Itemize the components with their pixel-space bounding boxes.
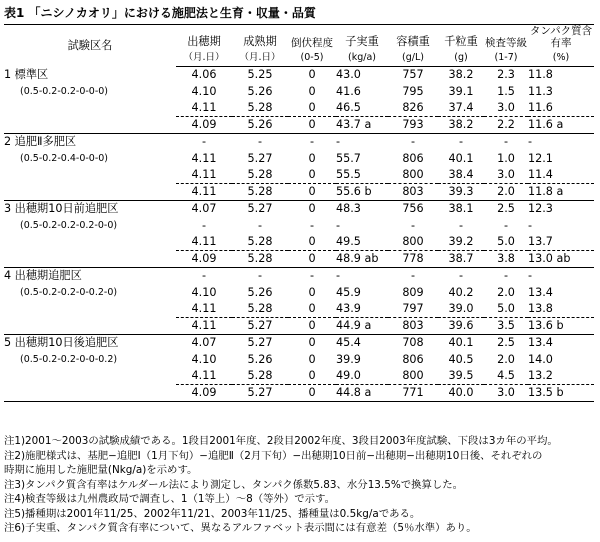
cell-maturity-date: 5.26 (247, 352, 273, 366)
cell-inspection-grade: 5.0 (497, 302, 515, 315)
cell-grain-yield: 39.9 (336, 352, 361, 366)
cell-heading-date: 4.11 (191, 302, 217, 315)
cell-thousand-grain-weight: - (458, 269, 464, 282)
empty-cell (4, 167, 176, 184)
cell-protein-content: 13.6 b (528, 318, 594, 335)
empty-cell (4, 251, 176, 268)
empty-cell (4, 234, 176, 251)
header-inspection-grade: 検査等級 (485, 37, 527, 49)
table-row (4, 83, 594, 100)
cell-inspection-grade: - (503, 218, 509, 232)
fertilization-scheme (4, 217, 176, 234)
cell-grain-yield: 45.9 (336, 285, 361, 299)
cell-volume-weight: 771 (388, 385, 438, 402)
cell-maturity-date: 5.27 (232, 318, 288, 335)
fertilization-scheme-text: (0.5-0.2-0.2-0-0-0.2) (20, 354, 118, 365)
cell-inspection-grade: 3.8 (484, 251, 528, 268)
footnote: 注4)検査等級は九州農政局で調査し、1（1等上）～8（等外）で示す。 (4, 493, 335, 505)
table-row (4, 268, 594, 285)
cell-volume-weight: 793 (388, 117, 438, 134)
cell-protein-content: 11.8 (528, 68, 553, 81)
cell-thousand-grain-weight: 37.4 (448, 101, 474, 114)
fertilization-scheme (4, 150, 176, 167)
cell-protein-content: 13.5 b (528, 385, 594, 402)
cell-maturity-date: 5.28 (232, 184, 288, 201)
cell-grain-yield: 49.5 (336, 235, 361, 248)
cell-grain-yield: 43.7 a (336, 117, 388, 134)
cell-volume-weight: - (410, 269, 416, 282)
cell-maturity-date: - (257, 135, 263, 148)
fertilization-scheme (4, 83, 176, 100)
cell-volume-weight: 806 (402, 352, 424, 366)
cell-lodging: 0 (308, 101, 316, 114)
table-row (4, 201, 594, 218)
cell-protein-content: 14.0 (528, 352, 553, 366)
cell-protein-content: 13.4 (528, 336, 553, 349)
cell-lodging: 0 (308, 168, 316, 181)
empty-cell (4, 100, 176, 117)
cell-thousand-grain-weight: 38.1 (448, 202, 474, 215)
cell-maturity-date: 5.27 (232, 385, 288, 402)
cell-thousand-grain-weight: 38.2 (438, 117, 484, 134)
footnote: 時期に施用した施肥量(Nkg/a)を示めす。 (4, 464, 198, 476)
cell-grain-yield: 44.8 a (336, 385, 388, 402)
cell-inspection-grade: 4.5 (497, 369, 515, 382)
unit-lodging: (0-5) (288, 49, 336, 67)
cell-grain-yield: 43.9 (336, 302, 361, 315)
cell-maturity-date: - (257, 218, 263, 232)
unit-maturity-date: （月.日） (232, 49, 288, 67)
cell-protein-content: 11.4 (528, 168, 553, 181)
plot-name: 4 出穂期追肥区 (4, 269, 82, 282)
cell-protein-content: 11.6 a (528, 117, 594, 134)
unit-protein-content: (%) (528, 49, 594, 67)
cell-volume-weight: 803 (388, 318, 438, 335)
cell-inspection-grade: 2.5 (497, 336, 515, 349)
cell-lodging: 0 (308, 202, 316, 215)
fertilization-scheme (4, 351, 176, 368)
cell-protein-content: - (528, 269, 533, 282)
cell-inspection-grade: 2.0 (497, 285, 515, 299)
cell-lodging: 0 (308, 352, 316, 366)
table-row (4, 67, 594, 84)
cell-lodging: 0 (308, 151, 316, 165)
footnote: 注6)子実重、タンパク質含有率について、異なるアルファベット表示間には有意差（5％水準）あり。 (4, 522, 477, 534)
empty-cell (4, 318, 176, 335)
cell-maturity-date: 5.28 (232, 251, 288, 268)
cell-lodging: 0 (288, 318, 336, 335)
cell-inspection-grade: 1.5 (497, 84, 515, 98)
cell-lodging: 0 (308, 84, 316, 98)
table-row-average (4, 184, 594, 201)
cell-protein-content: 13.7 (528, 235, 553, 248)
cell-inspection-grade: 3.5 (484, 318, 528, 335)
cell-inspection-grade: 5.0 (497, 235, 515, 248)
cell-thousand-grain-weight: 39.3 (438, 184, 484, 201)
cell-maturity-date: 5.28 (247, 235, 273, 248)
table-row (4, 234, 594, 251)
cell-heading-date: 4.07 (191, 202, 217, 215)
cell-volume-weight: 708 (402, 336, 424, 349)
cell-heading-date: 4.06 (191, 68, 217, 81)
fertilization-scheme-text: (0.5-0.2-0.2-0.2-0-0) (20, 220, 118, 231)
header-name: 試験区名 (67, 38, 113, 52)
cell-maturity-date: 5.26 (247, 84, 273, 98)
cell-heading-date: 4.09 (176, 251, 232, 268)
cell-grain-yield: 44.9 a (336, 318, 388, 335)
cell-protein-content: 13.8 (528, 302, 553, 315)
table-row (4, 284, 594, 301)
unit-heading-date: （月.日） (176, 49, 232, 67)
cell-volume-weight: 795 (402, 84, 424, 98)
cell-maturity-date: 5.27 (247, 202, 273, 215)
cell-volume-weight: 778 (388, 251, 438, 268)
cell-thousand-grain-weight: 39.0 (448, 302, 474, 315)
cell-maturity-date: 5.28 (247, 369, 273, 382)
cell-protein-content: 13.2 (528, 369, 553, 382)
cell-thousand-grain-weight: 39.5 (448, 369, 474, 382)
cell-heading-date: 4.11 (191, 151, 217, 165)
table-row (4, 368, 594, 385)
cell-grain-yield: 48.3 (336, 202, 361, 215)
cell-thousand-grain-weight: - (458, 218, 464, 232)
header-thousand-grain-weight: 千粒重 (444, 35, 478, 48)
table-row-average (4, 385, 594, 402)
footnotes (4, 434, 596, 536)
cell-inspection-grade: 2.0 (497, 352, 515, 366)
cell-maturity-date: 5.27 (247, 151, 273, 165)
cell-inspection-grade: - (503, 269, 509, 282)
cell-heading-date: 4.10 (191, 352, 217, 366)
table-row (4, 335, 594, 352)
unit-thousand-grain-weight: (g) (438, 49, 484, 67)
cell-lodging: 0 (308, 302, 316, 315)
footnote: 注2)施肥様式は、基肥−追肥Ⅰ（1月下旬）−追肥Ⅱ（2月下旬）−出穂期10日前−出穂期−出穂期10日後、それぞれの (4, 449, 543, 462)
cell-maturity-date: 5.28 (247, 302, 273, 315)
plot-name: 3 出穂期10日前追肥区 (4, 202, 119, 215)
cell-volume-weight: 826 (402, 101, 424, 114)
header-maturity-date: 成熟期 (243, 35, 277, 48)
cell-lodging: 0 (288, 117, 336, 134)
cell-heading-date: 4.09 (176, 385, 232, 402)
table-row-average (4, 117, 594, 134)
unit-inspection-grade: (1-7) (484, 49, 528, 67)
cell-thousand-grain-weight: 39.6 (438, 318, 484, 335)
cell-lodging: - (309, 218, 315, 232)
cell-thousand-grain-weight: 38.4 (448, 168, 474, 181)
cell-maturity-date: 5.26 (247, 285, 273, 299)
cell-protein-content: 12.1 (528, 151, 553, 165)
cell-protein-content: - (528, 218, 533, 232)
cell-heading-date: 4.10 (191, 84, 217, 98)
cell-grain-yield: 49.0 (336, 369, 361, 382)
cell-inspection-grade: 3.0 (484, 385, 528, 402)
table-row (4, 351, 594, 368)
cell-lodging: 0 (308, 68, 316, 81)
table-row (4, 167, 594, 184)
fertilization-scheme-text: (0.5-0.2-0.2-0-0-0) (20, 86, 109, 97)
cell-grain-yield: 41.6 (336, 84, 361, 98)
unit-volume-weight: (g/L) (388, 49, 438, 67)
empty-cell (4, 117, 176, 134)
header-lodging: 倒伏程度 (291, 37, 333, 49)
cell-maturity-date: 5.27 (247, 336, 273, 349)
cell-grain-yield: - (336, 218, 341, 232)
table-body (4, 67, 594, 402)
cell-maturity-date: 5.26 (232, 117, 288, 134)
cell-volume-weight: 797 (402, 302, 424, 315)
cell-inspection-grade: 2.3 (497, 68, 515, 81)
cell-thousand-grain-weight: 40.2 (448, 285, 474, 299)
cell-grain-yield: 45.4 (336, 336, 361, 349)
table-row (4, 301, 594, 318)
cell-lodging: 0 (308, 235, 316, 248)
cell-protein-content: 11.3 (528, 84, 553, 98)
fertilization-scheme-text: (0.5-0.2-0.2-0-0.2-0) (20, 287, 118, 298)
cell-heading-date: 4.10 (191, 285, 217, 299)
cell-heading-date: 4.11 (191, 101, 217, 114)
cell-grain-yield: 55.6 b (336, 184, 388, 201)
cell-maturity-date: 5.28 (247, 168, 273, 181)
table-row-average (4, 318, 594, 335)
cell-inspection-grade: 2.5 (497, 202, 515, 215)
cell-thousand-grain-weight: 38.2 (448, 68, 474, 81)
footnote: 注3)タンパク質含有率はケルダール法により測定し、タンパク係数5.83、水分13.5%で換算した。 (4, 478, 464, 491)
cell-protein-content: 11.8 a (528, 184, 594, 201)
table-row-average (4, 251, 594, 268)
unit-grain-yield: (kg/a) (336, 49, 388, 67)
footnote: 注1)2001～2003の試験成績である。1段目2001年度、2段目2002年度、3段目2003年度試験、下段は3カ年の平均。 (4, 435, 558, 447)
cell-thousand-grain-weight: 40.5 (448, 352, 474, 366)
cell-inspection-grade: 2.0 (484, 184, 528, 201)
cell-lodging: 0 (288, 251, 336, 268)
cell-heading-date: 4.11 (191, 235, 217, 248)
cell-heading-date: 4.11 (176, 184, 232, 201)
cell-grain-yield: - (336, 135, 341, 148)
cell-grain-yield: 46.5 (336, 101, 361, 114)
cell-lodging: 0 (308, 285, 316, 299)
cell-lodging: 0 (308, 336, 316, 349)
cell-heading-date: - (201, 135, 207, 148)
cell-grain-yield: 55.5 (336, 168, 361, 181)
cell-protein-content: 13.4 (528, 285, 553, 299)
cell-lodging: 0 (308, 369, 316, 382)
cell-thousand-grain-weight: 39.1 (448, 84, 474, 98)
header-volume-weight: 容積重 (396, 35, 430, 48)
empty-cell (4, 385, 176, 402)
cell-heading-date: - (201, 269, 207, 282)
cell-inspection-grade: - (503, 135, 509, 148)
table-row (4, 100, 594, 117)
cell-inspection-grade: 1.0 (497, 151, 515, 165)
cell-thousand-grain-weight: 40.1 (448, 336, 474, 349)
table-row (4, 150, 594, 167)
cell-protein-content: 11.6 (528, 101, 553, 114)
empty-cell (4, 301, 176, 318)
cell-volume-weight: 806 (402, 151, 424, 165)
cell-thousand-grain-weight: 40.0 (438, 385, 484, 402)
cell-volume-weight: 803 (388, 184, 438, 201)
plot-name: 5 出穂期10日後追肥区 (4, 336, 119, 349)
results-table (4, 24, 594, 402)
plot-name: 1 標準区 (4, 67, 49, 81)
cell-volume-weight: 800 (402, 168, 424, 181)
cell-grain-yield: 48.9 ab (336, 251, 388, 268)
table-row (4, 217, 594, 234)
cell-lodging: - (309, 269, 315, 282)
fertilization-scheme-text: (0.5-0.2-0.4-0-0-0) (20, 153, 109, 164)
cell-inspection-grade: 2.2 (484, 117, 528, 134)
plot-name: 2 追肥Ⅱ多肥区 (4, 135, 77, 148)
cell-heading-date: 4.11 (191, 369, 217, 382)
cell-protein-content: 12.3 (528, 202, 553, 215)
cell-heading-date: - (201, 218, 207, 232)
cell-volume-weight: 756 (402, 202, 424, 215)
empty-cell (4, 184, 176, 201)
fertilization-scheme (4, 284, 176, 301)
cell-protein-content: - (528, 135, 533, 148)
cell-volume-weight: 800 (402, 235, 424, 248)
cell-protein-content: 13.0 ab (528, 251, 594, 268)
header-grain-yield: 子実重 (345, 35, 379, 48)
cell-lodging: 0 (288, 385, 336, 402)
cell-lodging: 0 (288, 184, 336, 201)
cell-inspection-grade: 3.0 (497, 168, 515, 181)
header-heading-date: 出穂期 (187, 35, 221, 48)
cell-thousand-grain-weight: 40.1 (448, 151, 474, 165)
cell-volume-weight: 809 (402, 285, 424, 299)
cell-inspection-grade: 3.0 (497, 101, 515, 114)
header-protein-content: タンパク質含有率 (529, 25, 593, 49)
cell-grain-yield: - (336, 269, 341, 282)
cell-heading-date: 4.11 (176, 318, 232, 335)
cell-maturity-date: 5.25 (247, 68, 273, 81)
cell-thousand-grain-weight: 39.2 (448, 235, 474, 248)
table-title: 表1 「ニシノカオリ」における施肥法と生育・収量・品質 (4, 6, 316, 20)
table-row (4, 134, 594, 151)
empty-cell (4, 368, 176, 385)
footnote: 注5)播種期は2001年11/25、2002年11/21、2003年11/25、播種量は0.5kg/aである。 (4, 507, 421, 520)
cell-thousand-grain-weight: - (458, 135, 464, 148)
cell-volume-weight: 800 (402, 369, 424, 382)
cell-heading-date: 4.07 (191, 336, 217, 349)
cell-heading-date: 4.11 (191, 168, 217, 181)
cell-volume-weight: 757 (402, 68, 424, 81)
cell-volume-weight: - (410, 218, 416, 232)
cell-volume-weight: - (410, 135, 416, 148)
cell-grain-yield: 55.7 (336, 151, 361, 165)
cell-lodging: - (309, 135, 315, 148)
cell-maturity-date: - (257, 269, 263, 282)
cell-thousand-grain-weight: 38.7 (438, 251, 484, 268)
cell-grain-yield: 43.0 (336, 68, 361, 81)
cell-heading-date: 4.09 (176, 117, 232, 134)
cell-maturity-date: 5.28 (247, 101, 273, 114)
